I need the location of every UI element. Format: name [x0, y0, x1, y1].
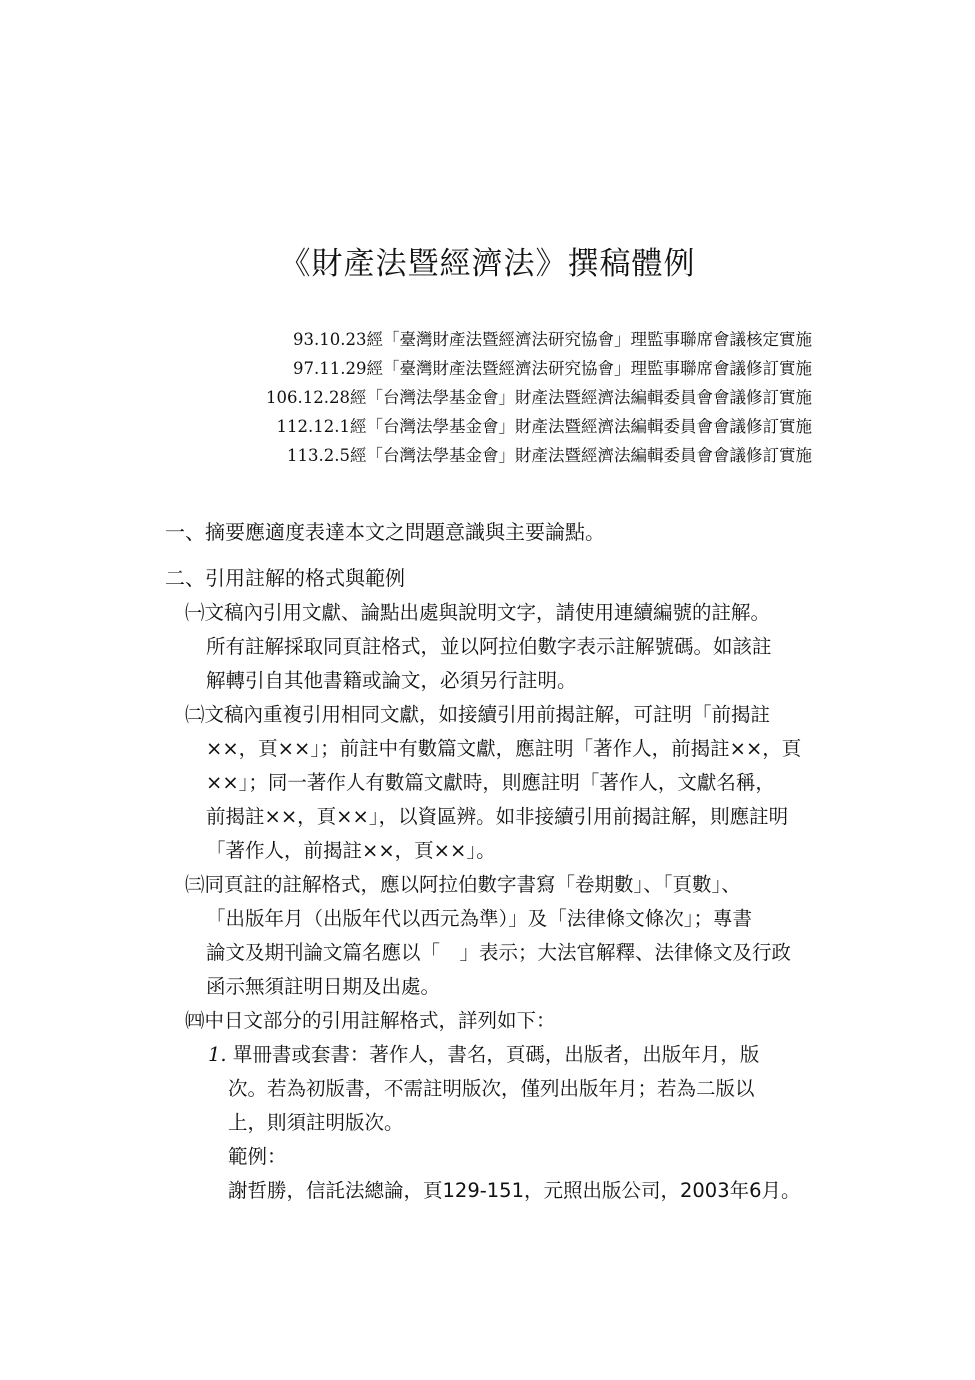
item-text-line: 同頁註的註解格式，應以阿拉伯數字書寫「卷期數」、「頁數」、: [204, 873, 741, 896]
item-4: [185, 1004, 813, 1038]
revision-line: 97.11.29經「臺灣財產法暨經濟法研究協會」理監事聯席會議修訂實施: [293, 359, 812, 378]
subitem-marker: 1.: [208, 1043, 227, 1066]
item-text-line: 解轉引自其他書籍或論文，必須另行註明。: [206, 669, 577, 692]
subitem-text-line: 次。若為初版書，不需註明版次，僅列出版年月；若為二版以: [228, 1077, 755, 1100]
section-1-heading: 一、摘要應適度表達本文之問題意識與主要論點。: [165, 520, 605, 544]
subitem-text-line: 單冊書或套書：著作人，書名，頁碼，出版者，出版年月，版: [232, 1043, 760, 1066]
revision-line: 106.12.28經「台灣法學基金會」財產法暨經濟法編輯委員會會議修訂實施: [266, 388, 812, 407]
document-title: 《財產法暨經濟法》撰稿體例: [279, 246, 696, 282]
item-text-line: ××，頁××」；前註中有數篇文獻，應註明「著作人，前揭註××，頁: [206, 737, 802, 760]
section-2-heading: 二、引用註解的格式與範例: [165, 566, 405, 590]
example-citation: 謝哲勝，信託法總論，頁129-151，元照出版公司，2003年6月。: [228, 1179, 801, 1202]
item-text-line: 函示無須註明日期及出處。: [206, 975, 441, 998]
item-text-line: 文稿內引用文獻、論點出處與說明文字，請使用連續編號的註解。: [204, 601, 771, 624]
item-marker: ㈠: [185, 601, 205, 624]
item-1: [185, 596, 813, 698]
item-text-line: 「出版年月（出版年代以西元為準）」及「法律條文條次」；專書: [206, 907, 753, 930]
example-label: 範例：: [228, 1145, 287, 1168]
item-text-line: 所有註解採取同頁註格式，並以阿拉伯數字表示註解號碼。如該註: [206, 635, 772, 658]
item-3: [185, 868, 813, 1004]
item-text-line: 中日文部分的引用註解格式，詳列如下：: [204, 1009, 556, 1032]
revision-line: 113.2.5經「台灣法學基金會」財產法暨經濟法編輯委員會會議修訂實施: [287, 446, 812, 465]
item-text-line: 文稿內重複引用相同文獻，如接續引用前揭註解，可註明「前揭註: [204, 703, 771, 726]
item-marker: ㈢: [185, 873, 205, 896]
revision-line: 93.10.23經「臺灣財產法暨經濟法研究協會」理監事聯席會議核定實施: [293, 330, 812, 349]
item-text-line: ××」；同一著作人有數篇文獻時，則應註明「著作人，文獻名稱，: [206, 771, 775, 794]
item-2: [185, 698, 813, 868]
subitem-text-line: 上，則須註明版次。: [228, 1111, 404, 1134]
item-marker: ㈣: [185, 1009, 205, 1032]
item-text-line: 前揭註××，頁××」，以資區辨。如非接續引用前揭註解，則應註明: [206, 805, 789, 828]
revision-line: 112.12.1經「台灣法學基金會」財產法暨經濟法編輯委員會會議修訂實施: [276, 417, 812, 436]
revision-history: [266, 325, 812, 470]
item-marker: ㈡: [185, 703, 205, 726]
item-text-line: 論文及期刊論文篇名應以「 」表示；大法官解釋、法律條文及行政: [206, 941, 792, 964]
subitem-1: [208, 1038, 813, 1208]
item-text-line: 「著作人，前揭註××，頁××」。: [206, 839, 496, 862]
